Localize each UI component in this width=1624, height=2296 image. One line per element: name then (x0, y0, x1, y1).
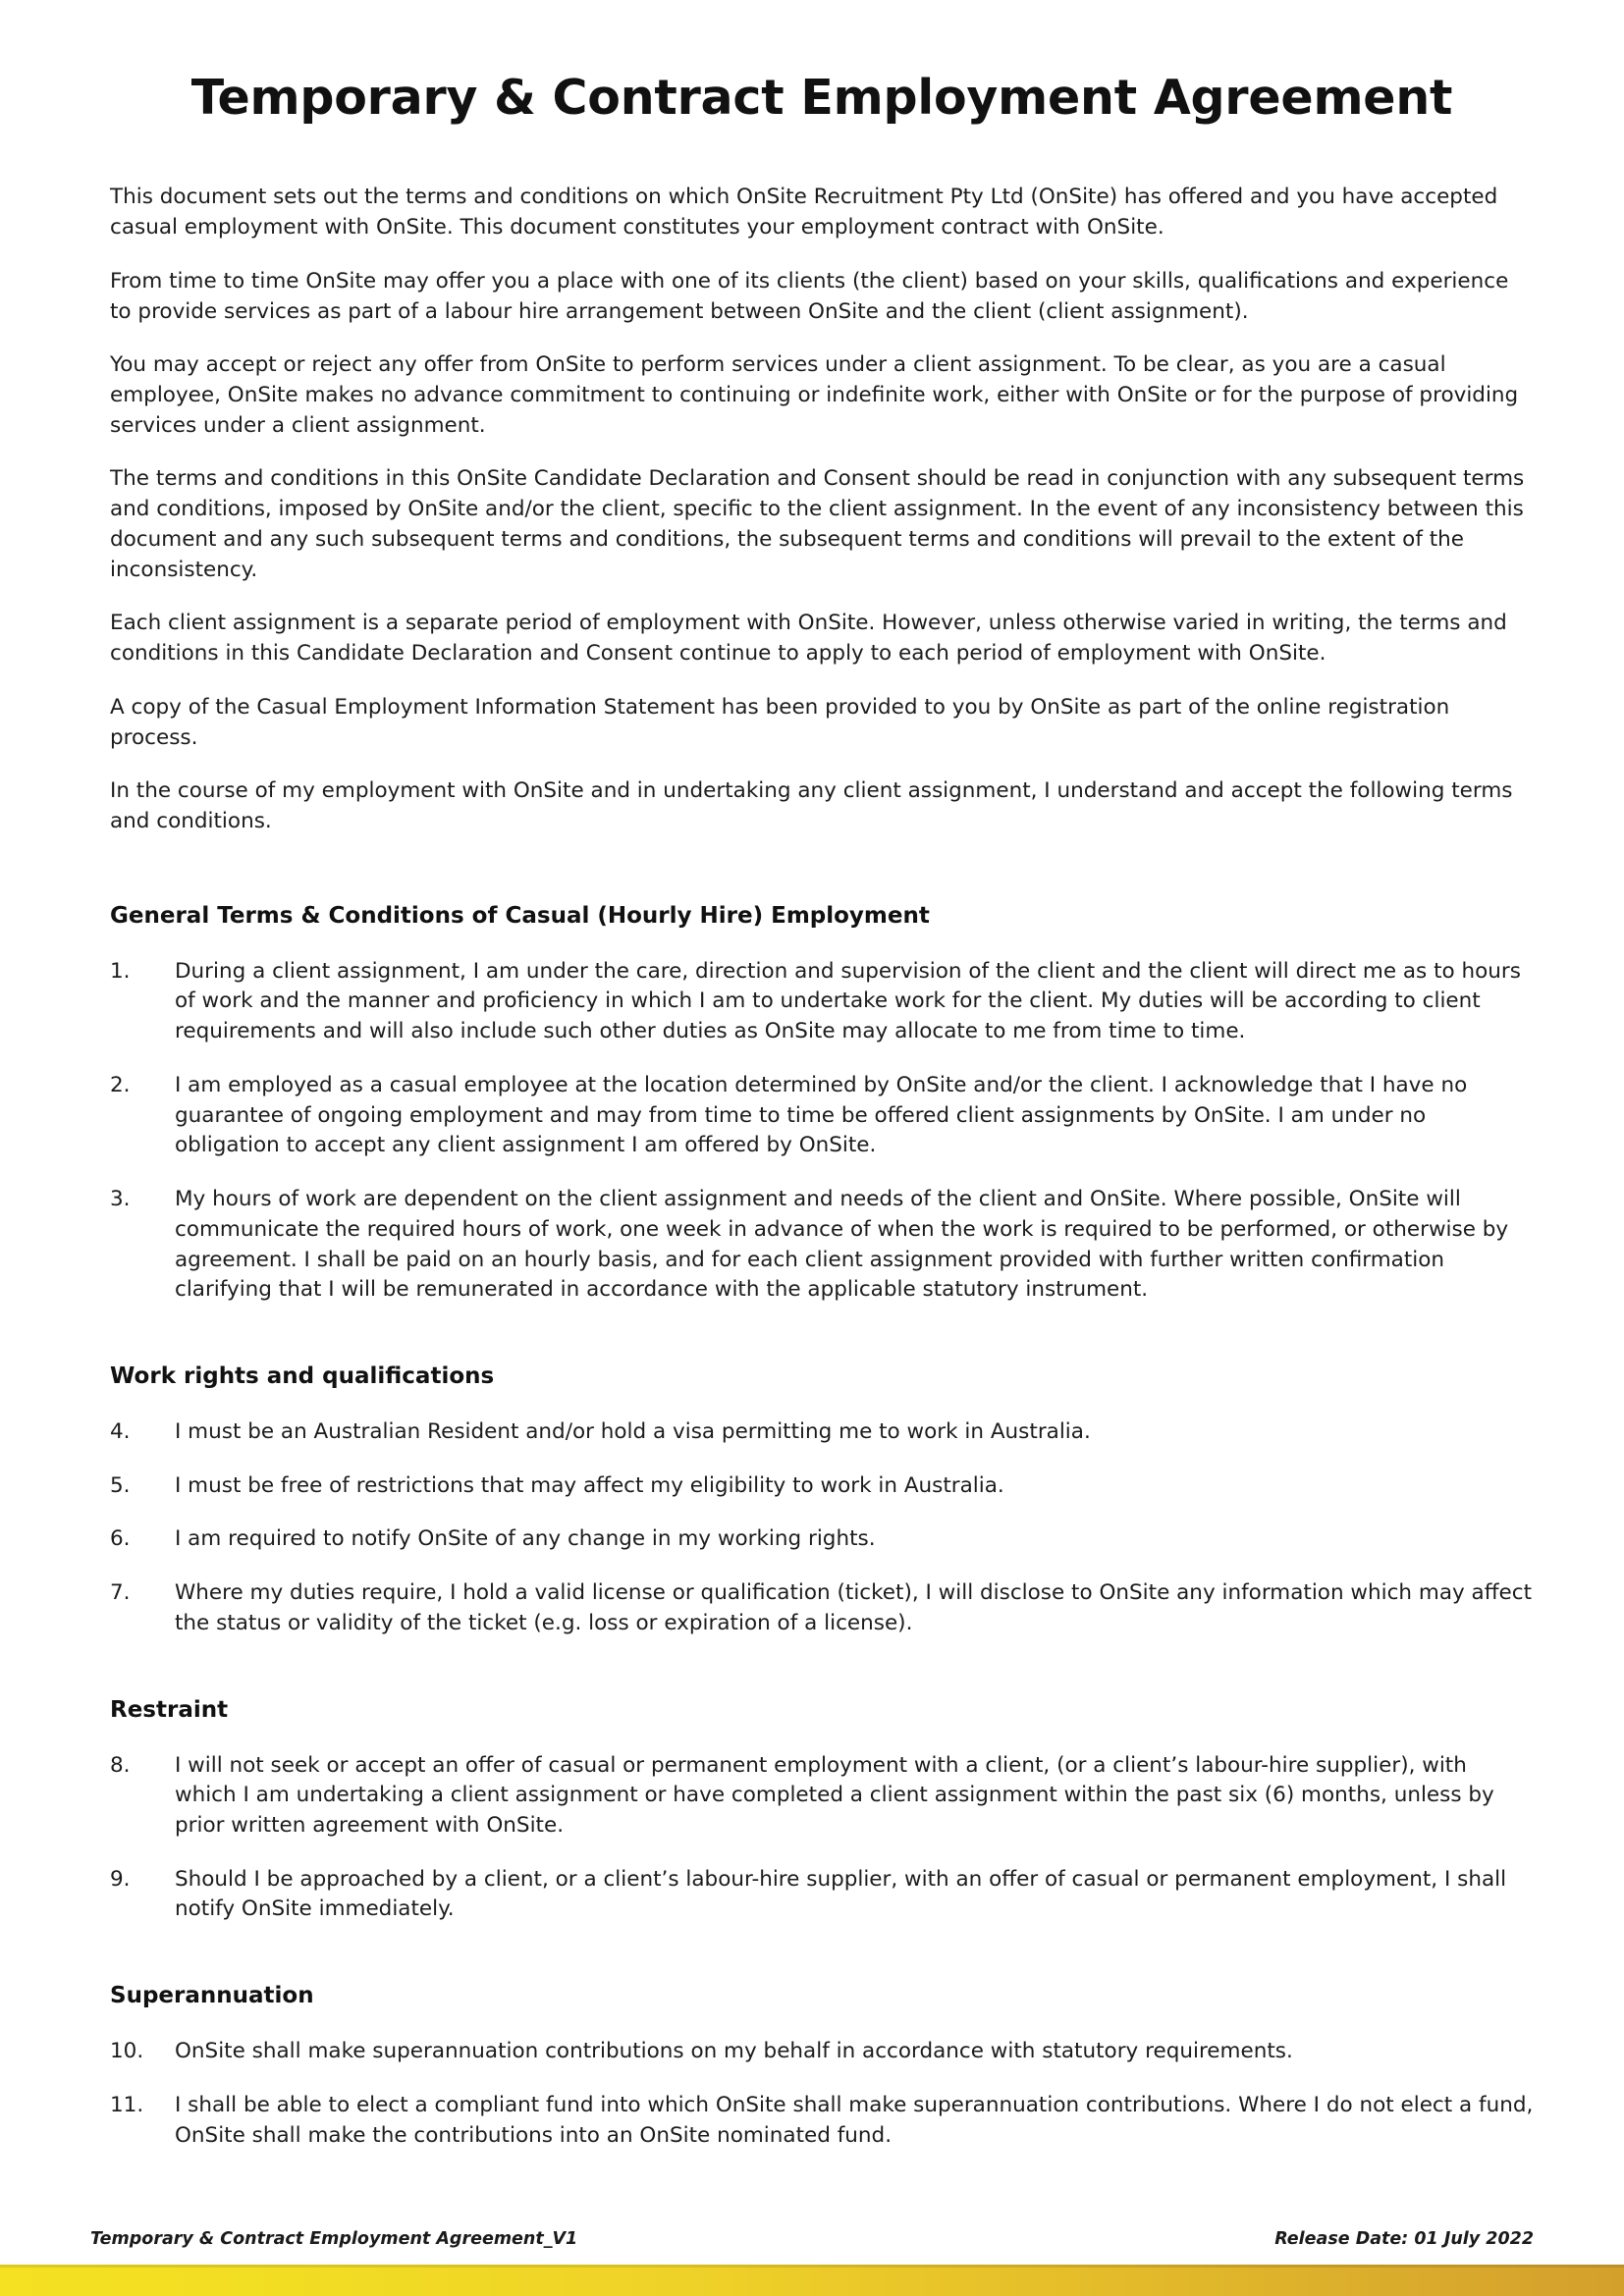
section-work-rights (110, 1362, 1534, 1639)
clause-number: 4. (110, 1418, 131, 1444)
clause-number: 2. (110, 1072, 131, 1097)
clause-number: 3. (110, 1187, 131, 1212)
section-heading: Superannuation (110, 1983, 314, 2009)
section-restraint (110, 1696, 1534, 1926)
page-title: Temporary & Contract Employment Agreement (190, 70, 1453, 126)
section-heading: Work rights and qualifications (110, 1363, 495, 1390)
footer-accent-bar (0, 2268, 1624, 2296)
section-superannuation (110, 1982, 1534, 2151)
clause-list (110, 2037, 1534, 2151)
clause-text: During a client assignment, I am under the care, direction and supervision of the client and the client will direct me as to hours of work and the manner and proficiency in which I am to undertake work for the client. My duties will be according to client requirements and will also include such other duties as OnSite may allocate to me from time to time. (175, 958, 1521, 1044)
intro-paragraph: From time to time OnSite may offer you a place with one of its clients (the client) based on your skills, qualifications and experience to provide services as part of a labour hire arrangement between OnSite and the client (client assignment). (110, 268, 1509, 324)
page-footer (0, 2214, 1624, 2296)
clause-text: My hours of work are dependent on the client assignment and needs of the client and OnSite. Where possible, OnSite will communicate the required hours of work, one week in advance of when the work is required to be performed, or otherwise by agreement. I shall be paid on an hourly basis, and for each client assignment provided with further written confirmation clarifying that I will be remunerated in accordance with the applicable statutory instrument. (175, 1187, 1509, 1303)
clause-item (110, 1524, 1534, 1555)
clause-number: 8. (110, 1752, 131, 1778)
section-heading: General Terms & Conditions of Casual (Hourly Hire) Employment (110, 902, 930, 929)
intro-paragraph: You may accept or reject any offer from OnSite to perform services under a client assignment. To be clear, as you are a casual employee, OnSite makes no advance commitment to continuing or indefinite work, either with OnSite or for the purpose of providing services under a client assignment. (110, 352, 1519, 438)
section-general-terms (110, 902, 1534, 1306)
clause-item (110, 1865, 1534, 1925)
clause-list (110, 1751, 1534, 1926)
intro-paragraph: In the course of my employment with OnSite and in undertaking any client assignment, I understand and accept the following terms and conditions. (110, 778, 1513, 834)
clause-item (110, 1417, 1534, 1448)
clause-item (110, 1471, 1534, 1502)
clause-item (110, 2037, 1534, 2067)
clause-number: 5. (110, 1472, 131, 1498)
clause-text: Where my duties require, I hold a valid license or qualification (ticket), I will disclose to OnSite any information which may affect the status or validity of the ticket (e.g. loss or expiration of a license). (175, 1580, 1533, 1635)
clause-list (110, 957, 1534, 1306)
footer-release-date: Release Date: 01 July 2022 (1274, 2229, 1534, 2249)
clause-number: 1. (110, 958, 131, 984)
clause-text: I must be an Australian Resident and/or hold a visa permitting me to work in Australia. (175, 1418, 1091, 1444)
intro-paragraph: The terms and conditions in this OnSite Candidate Declaration and Consent should be read in conjunction with any subsequent terms and conditions, imposed by OnSite and/or the client, specific to the client assignment. In the event of any inconsistency between this document and any such subsequent terms and conditions, the subsequent terms and conditions will prevail to the extent of the inconsistency. (110, 466, 1525, 582)
document-body (110, 0, 1534, 2151)
footer-text-row (90, 2214, 1534, 2265)
clause-number: 7. (110, 1580, 131, 1606)
section-heading: Restraint (110, 1696, 229, 1723)
clause-number: 10. (110, 2039, 144, 2064)
clause-number: 6. (110, 1526, 131, 1552)
clause-text: I am employed as a casual employee at the location determined by OnSite and/or the client. I acknowledge that I have no guarantee of ongoing employment and may from time to time be offered client assignments by OnSite. I am under no obligation to accept any client assignment I am offered by OnSite. (175, 1072, 1468, 1158)
clause-item (110, 1071, 1534, 1161)
clause-item (110, 1185, 1534, 1306)
clause-text: I must be free of restrictions that may affect my eligibility to work in Australia. (175, 1472, 1004, 1498)
footer-document-name: Temporary & Contract Employment Agreement_V1 (90, 2229, 578, 2249)
clause-text: I shall be able to elect a compliant fund into which OnSite shall make superannuation contributions. Where I do not elect a fund, OnSite shall make the contributions into an OnSite nominated fund. (175, 2092, 1534, 2148)
clause-text: I will not seek or accept an offer of casual or permanent employment with a client, (or a client’s labour-hire supplier), with which I am undertaking a client assignment or have completed a client assignment within the past six (6) months, unless by prior written agreement with OnSite. (175, 1752, 1494, 1838)
clause-item (110, 1751, 1534, 1842)
clause-number: 9. (110, 1866, 131, 1892)
clause-item (110, 2091, 1534, 2151)
intro-paragraph: Each client assignment is a separate period of employment with OnSite. However, unless otherwise varied in writing, the terms and conditions in this Candidate Declaration and Consent continue to apply to each period of employment with OnSite. (110, 611, 1507, 667)
clause-text: I am required to notify OnSite of any change in my working rights. (175, 1526, 876, 1552)
clause-number: 11. (110, 2092, 144, 2117)
intro-section (110, 183, 1534, 836)
clause-list (110, 1417, 1534, 1639)
intro-paragraph: This document sets out the terms and conditions on which OnSite Recruitment Pty Ltd (OnSite) has offered and you have accepted casual employment with OnSite. This document constitutes your employment contract with OnSite. (110, 185, 1498, 240)
clause-text: Should I be approached by a client, or a client’s labour-hire supplier, with an offer of casual or permanent employment, I shall notify OnSite immediately. (175, 1866, 1507, 1922)
clause-item (110, 1578, 1534, 1638)
clause-item (110, 957, 1534, 1047)
intro-paragraph: A copy of the Casual Employment Information Statement has been provided to you by OnSite as part of the online registration process. (110, 694, 1450, 750)
clause-text: OnSite shall make superannuation contributions on my behalf in accordance with statutory requirements. (175, 2039, 1293, 2064)
